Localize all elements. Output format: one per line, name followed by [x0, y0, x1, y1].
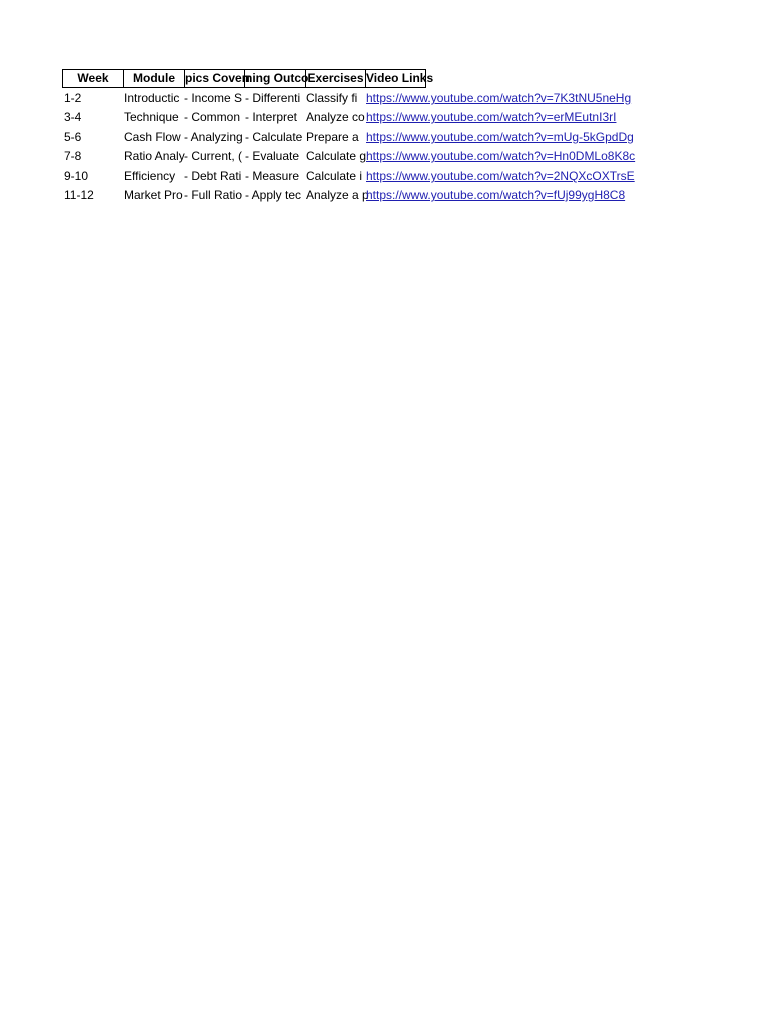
- cell-outcomes[interactable]: - Evaluate: [245, 149, 300, 163]
- cell-topics[interactable]: - Current, (: [184, 149, 243, 163]
- cell-module[interactable]: Ratio Analy: [124, 149, 185, 163]
- header-module[interactable]: Module: [123, 69, 185, 88]
- cell-module[interactable]: Technique: [124, 110, 179, 124]
- cell-module[interactable]: Efficiency: [124, 169, 176, 183]
- table-row: [62, 128, 682, 146]
- cell-outcomes[interactable]: - Differenti: [245, 91, 301, 105]
- cell-week[interactable]: 5-6: [64, 130, 82, 144]
- table-row: [62, 186, 682, 204]
- cell-week[interactable]: 1-2: [64, 91, 82, 105]
- cell-video-link[interactable]: https://www.youtube.com/watch?v=7K3tNU5neHg: [366, 91, 632, 105]
- cell-exercises[interactable]: Analyze a p: [306, 188, 369, 202]
- cell-exercises[interactable]: Classify fi: [306, 91, 358, 105]
- cell-week[interactable]: 7-8: [64, 149, 82, 163]
- cell-video-link[interactable]: https://www.youtube.com/watch?v=fUj99ygH8C8: [366, 188, 626, 202]
- cell-topics[interactable]: - Income S: [184, 91, 243, 105]
- cell-topics[interactable]: - Common: [184, 110, 241, 124]
- cell-topics[interactable]: - Full Ratio: [184, 188, 243, 202]
- cell-outcomes[interactable]: - Apply tec: [245, 188, 302, 202]
- header-video-links[interactable]: Video Links: [365, 69, 426, 88]
- cell-week[interactable]: 9-10: [64, 169, 89, 183]
- cell-topics[interactable]: - Analyzing: [184, 130, 243, 144]
- header-week[interactable]: Week: [62, 69, 124, 88]
- cell-video-link[interactable]: https://www.youtube.com/watch?v=2NQXcOXTrsE: [366, 169, 635, 183]
- header-topics[interactable]: pics Coverı: [184, 69, 245, 88]
- table-row: [62, 108, 682, 126]
- table-row: [62, 167, 682, 185]
- cell-module[interactable]: Introductic: [124, 91, 180, 105]
- cell-module[interactable]: Market Pro: [124, 188, 183, 202]
- cell-week[interactable]: 11-12: [64, 188, 94, 202]
- cell-video-link[interactable]: https://www.youtube.com/watch?v=Hn0DMLo8K8c: [366, 149, 636, 163]
- cell-outcomes[interactable]: - Measure: [245, 169, 300, 183]
- header-learning-outcomes[interactable]: ning Outco: [244, 69, 306, 88]
- cell-exercises[interactable]: Calculate g: [306, 149, 367, 163]
- cell-outcomes[interactable]: - Interpret: [245, 110, 298, 124]
- table-row: [62, 147, 682, 165]
- cell-topics[interactable]: - Debt Rati: [184, 169, 242, 183]
- cell-video-link[interactable]: https://www.youtube.com/watch?v=erMEutnI3rI: [366, 110, 617, 124]
- cell-exercises[interactable]: Analyze co: [306, 110, 365, 124]
- cell-week[interactable]: 3-4: [64, 110, 82, 124]
- cell-outcomes[interactable]: - Calculate: [245, 130, 303, 144]
- cell-video-link[interactable]: https://www.youtube.com/watch?v=mUg-5kGpdDg: [366, 130, 634, 144]
- cell-exercises[interactable]: Prepare a: [306, 130, 359, 144]
- cell-exercises[interactable]: Calculate i: [306, 169, 363, 183]
- header-exercises[interactable]: Exercises: [305, 69, 366, 88]
- table-row: [62, 89, 682, 107]
- cell-module[interactable]: Cash Flow: [124, 130, 181, 144]
